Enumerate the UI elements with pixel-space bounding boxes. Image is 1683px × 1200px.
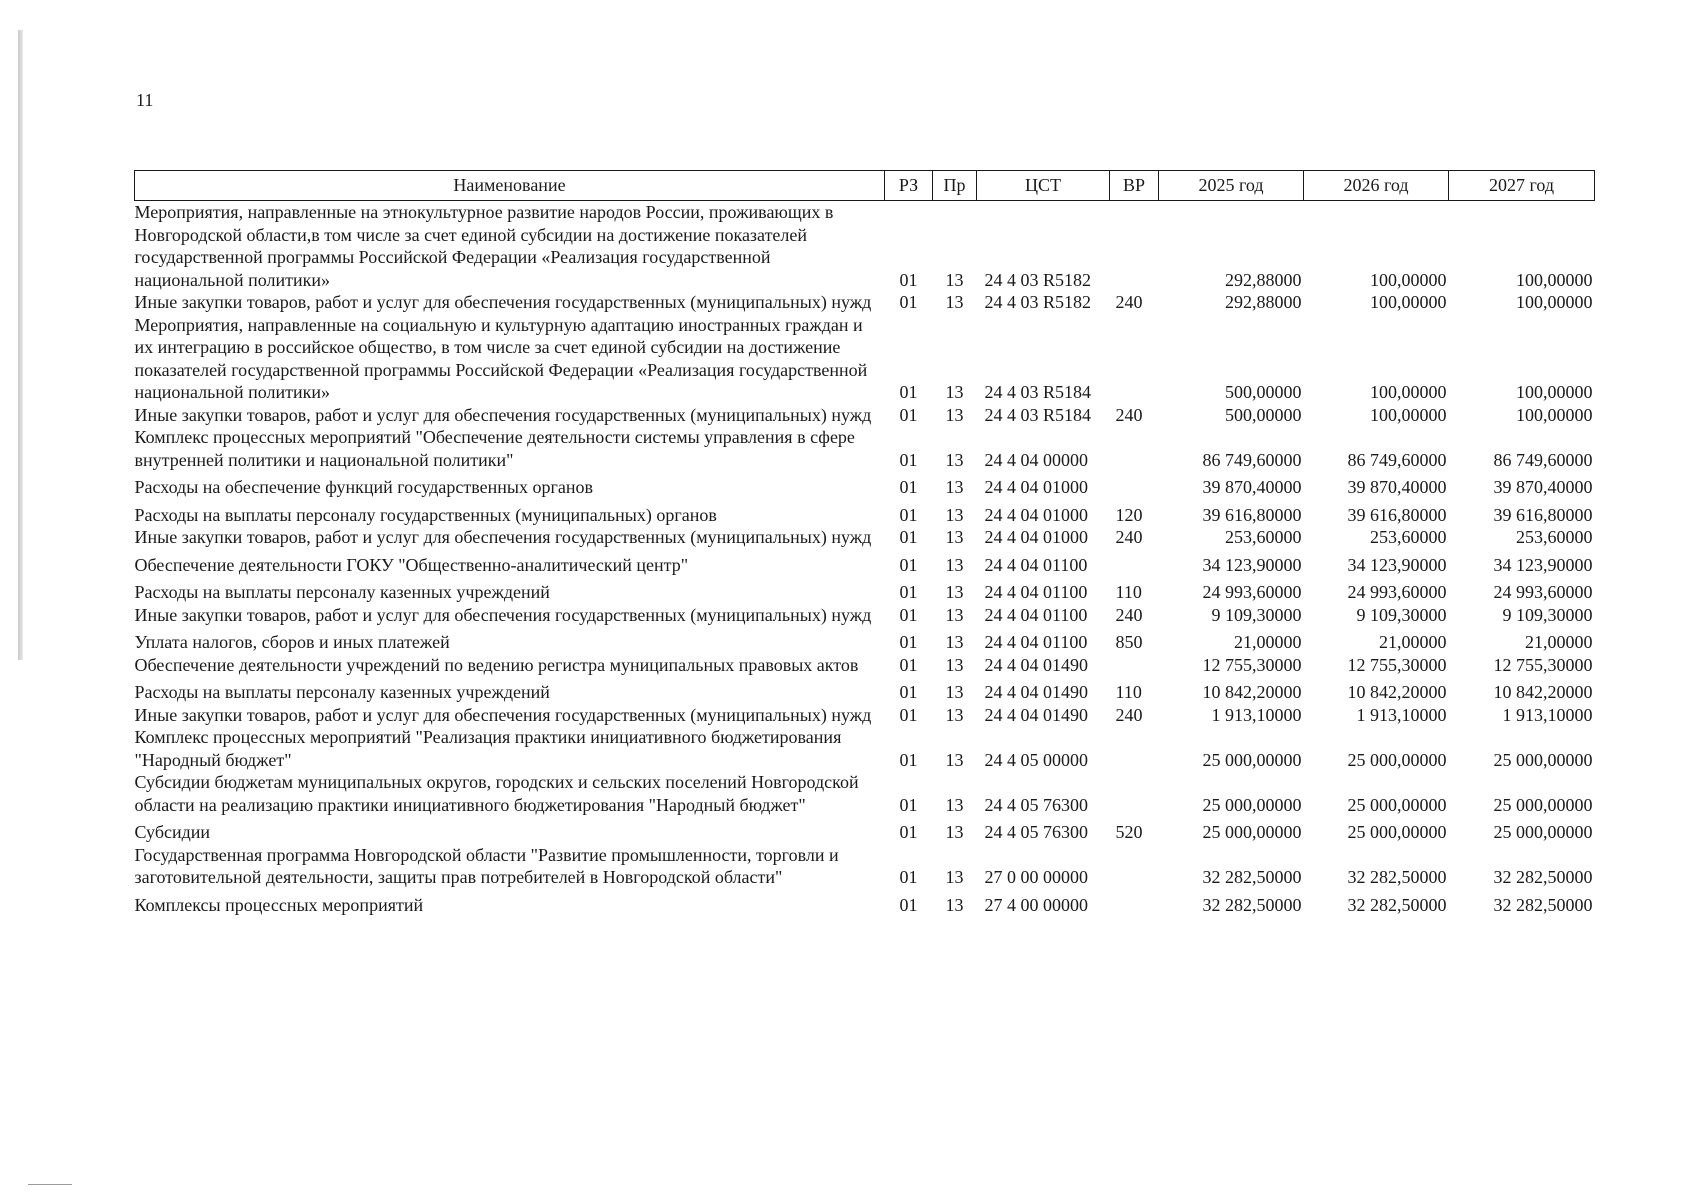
cell-2026: 100,00000 xyxy=(1370,269,1447,290)
cell-2027: 100,00000 xyxy=(1516,269,1593,290)
cell-vr: 520 xyxy=(1115,822,1143,842)
header-rz: РЗ xyxy=(885,171,933,201)
cell-pr: 13 xyxy=(945,404,964,425)
cell-2027: 100,00000 xyxy=(1516,382,1593,402)
cell-2026: 86 749,60000 xyxy=(1347,449,1447,470)
cell-name: Обеспечение деятельности ГОКУ "Общественно-аналитический центр" xyxy=(134,554,689,575)
cell-cst: 24 4 04 00000 xyxy=(984,449,1088,470)
cell-pr: 13 xyxy=(945,794,964,815)
cell-2027: 100,00000 xyxy=(1516,404,1593,425)
cell-cst: 27 4 00 00000 xyxy=(984,894,1088,915)
cell-rz: 01 xyxy=(899,632,918,652)
cell-rz: 01 xyxy=(899,749,918,770)
cell-2026: 100,00000 xyxy=(1370,292,1447,312)
cell-2025: 34 123,90000 xyxy=(1202,554,1302,575)
cell-pr: 13 xyxy=(945,504,964,525)
table-row xyxy=(135,626,1595,654)
table-row xyxy=(135,499,1595,527)
cell-pr: 13 xyxy=(945,477,964,497)
cell-vr xyxy=(1110,549,1159,577)
table-row xyxy=(135,844,1595,889)
header-name: Наименование xyxy=(135,171,885,201)
cell-pr: 13 xyxy=(945,292,964,312)
cell-name: Субсидии бюджетам муниципальных округов, городских и сельских поселений Новгородской области на реализацию практики инициативного бюджетирования "Народный бюджет" xyxy=(134,772,859,815)
cell-vr: 110 xyxy=(1115,682,1142,702)
cell-pr: 13 xyxy=(945,749,964,770)
cell-rz: 01 xyxy=(899,822,918,842)
cell-vr xyxy=(1110,844,1159,889)
cell-cst: 24 4 04 01490 xyxy=(984,682,1088,702)
cell-2027: 1 913,10000 xyxy=(1502,704,1593,725)
cell-name: Расходы на выплаты персоналу казенных учреждений xyxy=(134,582,550,602)
table-header-row xyxy=(135,171,1595,201)
table-row xyxy=(135,604,1595,627)
cell-rz: 01 xyxy=(899,682,918,702)
cell-vr xyxy=(1110,726,1159,771)
cell-name: Расходы на выплаты персоналу государственных (муниципальных) органов xyxy=(134,504,717,525)
cell-rz: 01 xyxy=(899,867,918,887)
cell-pr: 13 xyxy=(945,449,964,470)
cell-2025: 21,00000 xyxy=(1234,632,1302,652)
cell-2027: 25 000,00000 xyxy=(1493,749,1593,770)
cell-2025: 39 616,80000 xyxy=(1202,504,1302,525)
cell-2026: 100,00000 xyxy=(1370,404,1447,425)
cell-name: Комплекс процессных мероприятий "Реализация практики инициативного бюджетирования "Народный бюджет" xyxy=(134,727,842,770)
cell-vr: 240 xyxy=(1115,292,1143,312)
cell-pr: 13 xyxy=(945,867,964,887)
cell-2025: 39 870,40000 xyxy=(1202,477,1302,497)
cell-pr: 13 xyxy=(945,269,964,290)
cell-2026: 253,60000 xyxy=(1370,527,1447,547)
table-row xyxy=(135,654,1595,677)
table-row xyxy=(135,576,1595,604)
cell-cst: 24 4 03 R5182 xyxy=(984,269,1092,290)
header-cst: ЦСТ xyxy=(977,171,1110,201)
cell-vr: 240 xyxy=(1115,527,1143,547)
table-row xyxy=(135,816,1595,844)
scan-edge-shadow xyxy=(18,30,23,660)
cell-name: Расходы на выплаты персоналу казенных учреждений xyxy=(134,682,550,702)
header-2025: 2025 год xyxy=(1159,171,1304,201)
cell-cst: 24 4 03 R5182 xyxy=(984,292,1092,312)
cell-vr xyxy=(1110,314,1159,404)
cell-pr: 13 xyxy=(945,894,964,915)
cell-2027: 253,60000 xyxy=(1516,527,1593,547)
cell-2026: 32 282,50000 xyxy=(1347,867,1447,887)
cell-rz: 01 xyxy=(899,269,918,290)
table-row xyxy=(135,404,1595,427)
cell-cst: 24 4 04 01000 xyxy=(984,477,1088,497)
cell-cst: 24 4 05 76300 xyxy=(984,794,1088,815)
cell-cst: 24 4 05 76300 xyxy=(984,822,1088,842)
cell-name: Обеспечение деятельности учреждений по ведению регистра муниципальных правовых актов xyxy=(134,654,859,675)
cell-cst: 24 4 04 01000 xyxy=(984,527,1088,547)
cell-cst: 24 4 04 01100 xyxy=(984,554,1088,575)
table-body xyxy=(135,201,1595,917)
table-row xyxy=(135,201,1595,292)
cell-vr xyxy=(1110,771,1159,816)
cell-2027: 39 616,80000 xyxy=(1493,504,1593,525)
cell-rz: 01 xyxy=(899,382,918,402)
header-vr: ВР xyxy=(1110,171,1159,201)
header-2026: 2026 год xyxy=(1304,171,1449,201)
cell-2026: 32 282,50000 xyxy=(1347,894,1447,915)
cell-2026: 1 913,10000 xyxy=(1356,704,1447,725)
cell-rz: 01 xyxy=(899,654,918,675)
cell-2027: 24 993,60000 xyxy=(1493,582,1593,602)
cell-name: Субсидии xyxy=(134,822,211,842)
cell-cst: 24 4 04 01100 xyxy=(984,582,1088,602)
table-row xyxy=(135,704,1595,727)
cell-cst: 24 4 04 01490 xyxy=(984,704,1088,725)
cell-rz: 01 xyxy=(899,477,918,497)
cell-2025: 25 000,00000 xyxy=(1202,822,1302,842)
cell-vr xyxy=(1110,889,1159,917)
cell-2025: 12 755,30000 xyxy=(1202,654,1302,675)
cell-name: Мероприятия, направленные на этнокультурное развитие народов России, проживающих в Новгородской области,в том числе за счет единой субсидии на достижение показателей государственной программы Российской Федерации «Реализация государственной национальной политики» xyxy=(134,202,834,290)
table-row xyxy=(135,426,1595,471)
cell-vr xyxy=(1110,471,1159,499)
table-row xyxy=(135,726,1595,771)
cell-2025: 1 913,10000 xyxy=(1211,704,1302,725)
cell-pr: 13 xyxy=(945,604,964,625)
cell-2027: 21,00000 xyxy=(1525,632,1593,652)
header-pr: Пр xyxy=(933,171,977,201)
cell-pr: 13 xyxy=(945,554,964,575)
cell-name: Иные закупки товаров, работ и услуг для обеспечения государственных (муниципальных) нужд xyxy=(134,292,872,312)
cell-2025: 253,60000 xyxy=(1225,527,1302,547)
cell-2027: 25 000,00000 xyxy=(1493,794,1593,815)
cell-2027: 34 123,90000 xyxy=(1493,554,1593,575)
cell-2027: 32 282,50000 xyxy=(1493,894,1593,915)
cell-name: Иные закупки товаров, работ и услуг для обеспечения государственных (муниципальных) нужд xyxy=(134,704,872,725)
cell-pr: 13 xyxy=(945,682,964,702)
budget-table xyxy=(134,170,1595,916)
cell-vr: 850 xyxy=(1115,632,1143,652)
cell-2026: 25 000,00000 xyxy=(1347,794,1447,815)
cell-rz: 01 xyxy=(899,527,918,547)
cell-cst: 24 4 04 01000 xyxy=(984,504,1088,525)
table-row xyxy=(135,291,1595,314)
cell-cst: 27 0 00 00000 xyxy=(984,867,1088,887)
cell-2027: 12 755,30000 xyxy=(1493,654,1593,675)
cell-rz: 01 xyxy=(899,582,918,602)
cell-name: Государственная программа Новгородской области "Развитие промышленности, торговли и заготовительной деятельности, защиты прав потребителей в Новгородской области" xyxy=(134,844,839,887)
cell-rz: 01 xyxy=(899,794,918,815)
table-row xyxy=(135,314,1595,404)
table-row xyxy=(135,471,1595,499)
table-row xyxy=(135,526,1595,549)
cell-2025: 25 000,00000 xyxy=(1202,794,1302,815)
cell-2025: 86 749,60000 xyxy=(1202,449,1302,470)
cell-rz: 01 xyxy=(899,404,918,425)
cell-rz: 01 xyxy=(899,504,918,525)
cell-pr: 13 xyxy=(945,527,964,547)
cell-pr: 13 xyxy=(945,704,964,725)
cell-cst: 24 4 04 01100 xyxy=(984,604,1088,625)
cell-pr: 13 xyxy=(945,632,964,652)
cell-2025: 32 282,50000 xyxy=(1202,894,1302,915)
cell-vr xyxy=(1110,426,1159,471)
cell-2026: 34 123,90000 xyxy=(1347,554,1447,575)
cell-2027: 86 749,60000 xyxy=(1493,449,1593,470)
cell-2026: 9 109,30000 xyxy=(1356,604,1447,625)
cell-2025: 500,00000 xyxy=(1225,404,1302,425)
cell-name: Расходы на обеспечение функций государственных органов xyxy=(134,477,593,497)
cell-2025: 32 282,50000 xyxy=(1202,867,1302,887)
cell-rz: 01 xyxy=(899,449,918,470)
cell-2025: 292,88000 xyxy=(1225,292,1302,312)
cell-name: Комплекс процессных мероприятий "Обеспечение деятельности системы управления в сфере внутренней политики и национальной политики" xyxy=(134,427,855,470)
cell-pr: 13 xyxy=(945,822,964,842)
cell-cst: 24 4 03 R5184 xyxy=(984,404,1092,425)
cell-pr: 13 xyxy=(945,654,964,675)
cell-2026: 10 842,20000 xyxy=(1347,682,1447,702)
cell-rz: 01 xyxy=(899,894,918,915)
cell-2026: 39 870,40000 xyxy=(1347,477,1447,497)
cell-rz: 01 xyxy=(899,704,918,725)
cell-2026: 12 755,30000 xyxy=(1347,654,1447,675)
table-row xyxy=(135,549,1595,577)
cell-2025: 25 000,00000 xyxy=(1202,749,1302,770)
cell-rz: 01 xyxy=(899,292,918,312)
page-number: 11 xyxy=(136,90,154,110)
cell-2025: 10 842,20000 xyxy=(1202,682,1302,702)
cell-cst: 24 4 04 01100 xyxy=(984,632,1088,652)
cell-pr: 13 xyxy=(945,582,964,602)
cell-2026: 21,00000 xyxy=(1379,632,1447,652)
cell-name: Иные закупки товаров, работ и услуг для обеспечения государственных (муниципальных) нужд xyxy=(134,404,872,425)
cell-2026: 25 000,00000 xyxy=(1347,822,1447,842)
cell-2026: 100,00000 xyxy=(1370,382,1447,402)
cell-2027: 9 109,30000 xyxy=(1502,604,1593,625)
cell-2027: 39 870,40000 xyxy=(1493,477,1593,497)
cell-vr xyxy=(1110,201,1159,292)
cell-name: Уплата налогов, сборов и иных платежей xyxy=(134,632,450,652)
cell-vr: 240 xyxy=(1115,704,1143,725)
cell-2027: 32 282,50000 xyxy=(1493,867,1593,887)
cell-cst: 24 4 05 00000 xyxy=(984,749,1088,770)
table-row xyxy=(135,771,1595,816)
cell-cst: 24 4 04 01490 xyxy=(984,654,1088,675)
header-2027: 2027 год xyxy=(1449,171,1595,201)
cell-rz: 01 xyxy=(899,604,918,625)
cell-vr xyxy=(1110,654,1159,677)
cell-vr: 240 xyxy=(1115,604,1143,625)
cell-2027: 10 842,20000 xyxy=(1493,682,1593,702)
cell-name: Иные закупки товаров, работ и услуг для обеспечения государственных (муниципальных) нужд xyxy=(134,604,872,625)
table-row xyxy=(135,676,1595,704)
cell-2025: 292,88000 xyxy=(1225,269,1302,290)
scan-mark xyxy=(28,1184,72,1185)
cell-name: Комплексы процессных мероприятий xyxy=(134,894,424,915)
cell-2025: 500,00000 xyxy=(1225,382,1302,402)
cell-vr: 240 xyxy=(1115,404,1143,425)
table-row xyxy=(135,889,1595,917)
cell-2027: 100,00000 xyxy=(1516,292,1593,312)
cell-cst: 24 4 03 R5184 xyxy=(984,382,1092,402)
cell-2025: 24 993,60000 xyxy=(1202,582,1302,602)
cell-vr: 110 xyxy=(1115,582,1142,602)
cell-2025: 9 109,30000 xyxy=(1211,604,1302,625)
cell-2027: 25 000,00000 xyxy=(1493,822,1593,842)
cell-pr: 13 xyxy=(945,382,964,402)
cell-name: Иные закупки товаров, работ и услуг для обеспечения государственных (муниципальных) нужд xyxy=(134,527,872,547)
cell-2026: 24 993,60000 xyxy=(1347,582,1447,602)
cell-rz: 01 xyxy=(899,554,918,575)
cell-2026: 39 616,80000 xyxy=(1347,504,1447,525)
cell-name: Мероприятия, направленные на социальную и культурную адаптацию иностранных граждан и их интеграцию в российское общество, в том числе за счет единой субсидии на достижение показателей государственной программы Российской Федерации «Реализация государственной национальной политики» xyxy=(134,314,868,402)
cell-vr: 120 xyxy=(1115,504,1143,525)
cell-2026: 25 000,00000 xyxy=(1347,749,1447,770)
